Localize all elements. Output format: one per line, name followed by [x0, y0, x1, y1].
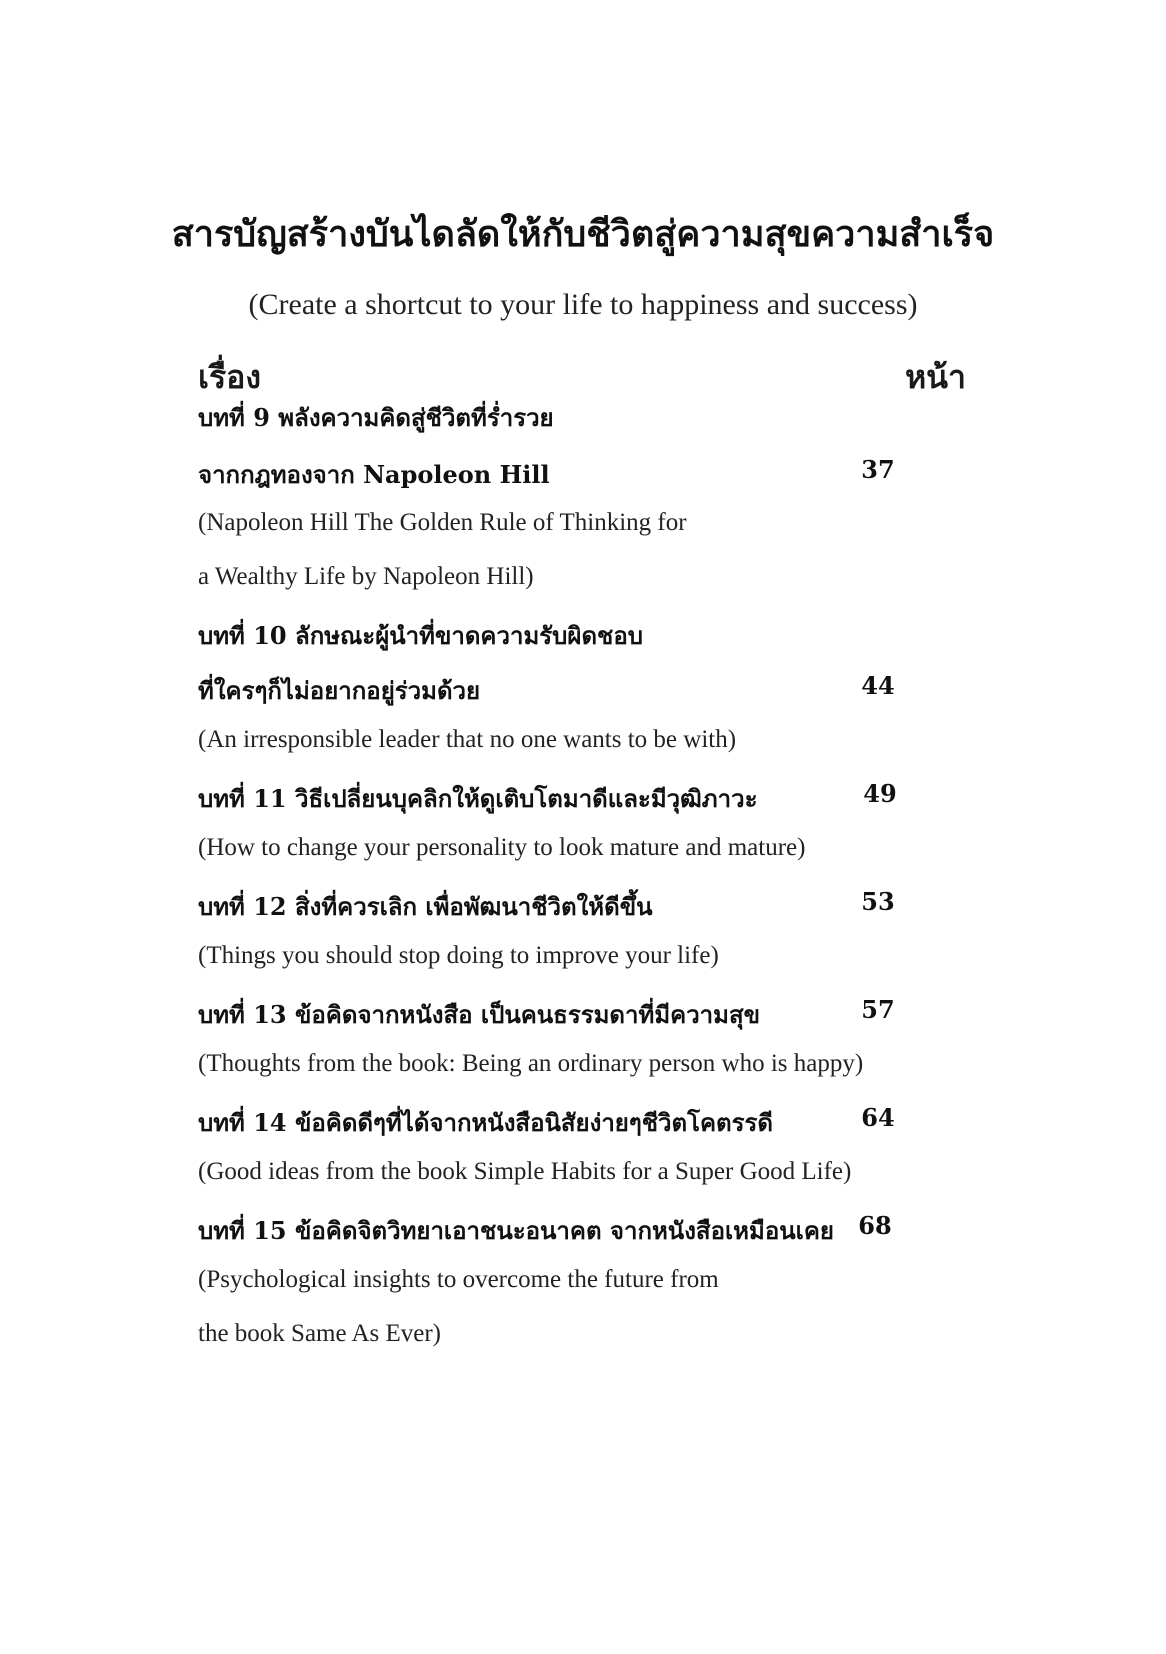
entry-15-title: บทที่ 15 ข้อคิดจิตวิทยาเอาชนะอนาคต จากหนังสือเหมือนเคย	[198, 1216, 834, 1245]
entry-10-title-line-2: ที่ใครๆก็ไม่อยากอยู่ร่วมด้วย	[198, 676, 481, 705]
entry-15-english-line-2: the book Same As Ever)	[198, 1320, 442, 1347]
entry-11-page-number: 49	[863, 779, 897, 808]
entry-14-english-line-1: (Good ideas from the book Simple Habits for a Super Good Life)	[198, 1158, 852, 1185]
entry-14-title: บทที่ 14 ข้อคิดดีๆที่ได้จากหนังสือนิสัยง่ายๆชีวิตโคตรรดี	[198, 1108, 773, 1137]
entry-10-english-line-1: (An irresponsible leader that no one wants to be with)	[198, 726, 737, 753]
entry-15-english-line-1: (Psychological insights to overcome the future from	[198, 1266, 719, 1293]
entry-10-title-line-1: บทที่ 10 ลักษณะผู้นำที่ขาดความรับผิดชอบ	[198, 621, 643, 650]
entry-12-page-number: 53	[861, 887, 895, 916]
entry-13-page-number: 57	[861, 995, 895, 1024]
entry-11-title: บทที่ 11 วิธีเปลี่ยนบุคลิกให้ดูเติบโตมาดีและมีวุฒิภาวะ	[198, 784, 758, 813]
column-header-page: หน้า	[905, 358, 966, 396]
entry-12-english-line-1: (Things you should stop doing to improve your life)	[198, 942, 719, 969]
entry-11-english-line-1: (How to change your personality to look mature and mature)	[198, 834, 806, 861]
entry-9-title-line-2: จากกฎทองจาก Napoleon Hill	[198, 460, 550, 489]
entry-15-page-number: 68	[858, 1211, 892, 1240]
entry-9-title-line-1: บทที่ 9 พลังความคิดสู่ชีวิตที่ร่ำรวย	[198, 403, 554, 432]
entry-13-english-line-1: (Thoughts from the book: Being an ordinary person who is happy)	[198, 1050, 864, 1077]
column-header-topic: เรื่อง	[198, 358, 261, 396]
page-subtitle: (Create a shortcut to your life to happiness and success)	[248, 288, 918, 321]
entry-10-page-number: 44	[861, 671, 895, 700]
page-title: สารบัญสร้างบันไดลัดให้กับชีวิตสู่ความสุขความสำเร็จ	[171, 213, 995, 255]
entry-14-page-number: 64	[861, 1103, 895, 1132]
entry-9-page-number: 37	[861, 455, 895, 484]
entry-9-english-line-1: (Napoleon Hill The Golden Rule of Thinking for	[198, 509, 687, 536]
entry-12-title: บทที่ 12 สิ่งที่ควรเลิก เพื่อพัฒนาชีวิตให้ดีขึ้น	[198, 892, 653, 921]
entry-13-title: บทที่ 13 ข้อคิดจากหนังสือ เป็นคนธรรมดาที่มีความสุข	[198, 1000, 761, 1029]
entry-9-english-line-2: a Wealthy Life by Napoleon Hill)	[198, 563, 534, 590]
